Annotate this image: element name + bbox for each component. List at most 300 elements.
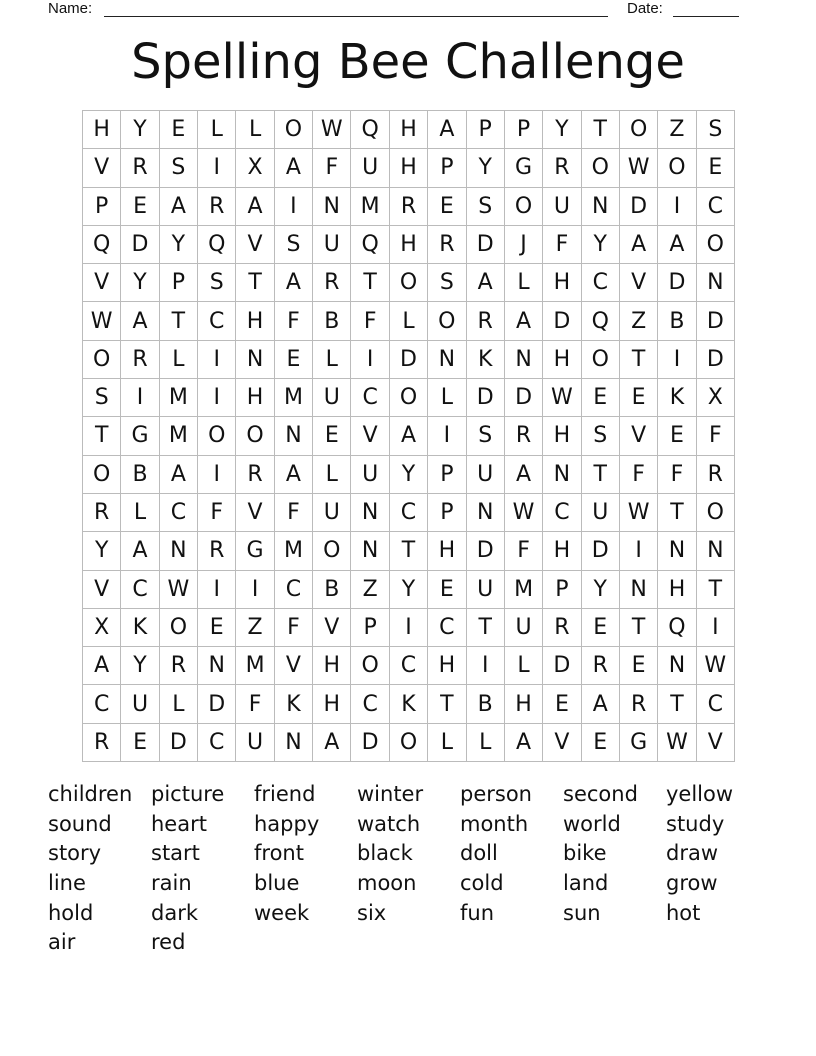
grid-cell[interactable]: O (390, 264, 428, 302)
grid-cell[interactable]: W (620, 149, 658, 187)
grid-cell[interactable]: L (505, 264, 543, 302)
grid-cell[interactable]: E (198, 609, 236, 647)
word-bank-item: dark (151, 900, 198, 925)
grid-cell[interactable]: U (467, 456, 505, 494)
grid-cell[interactable]: C (390, 647, 428, 685)
grid-cell[interactable]: V (697, 724, 735, 762)
grid-cell[interactable]: A (275, 456, 313, 494)
grid-cell[interactable]: I (428, 417, 466, 455)
word-bank-item: heart (151, 811, 207, 836)
grid-cell[interactable]: N (620, 571, 658, 609)
grid-cell[interactable]: A (121, 302, 159, 340)
grid-cell[interactable]: W (658, 724, 696, 762)
grid-cell[interactable]: I (658, 188, 696, 226)
grid-cell[interactable]: R (390, 188, 428, 226)
grid-cell[interactable]: A (467, 264, 505, 302)
grid-cell[interactable]: V (351, 417, 389, 455)
grid-cell[interactable]: A (658, 226, 696, 264)
grid-cell[interactable]: Y (390, 456, 428, 494)
grid-cell[interactable]: R (121, 149, 159, 187)
grid-cell[interactable]: D (697, 302, 735, 340)
grid-cell[interactable]: L (313, 341, 351, 379)
grid-cell[interactable]: S (467, 417, 505, 455)
grid-cell[interactable]: W (83, 302, 121, 340)
grid-cell[interactable]: D (467, 379, 505, 417)
grid-cell[interactable]: W (543, 379, 581, 417)
grid-cell[interactable]: Y (467, 149, 505, 187)
grid-cell[interactable]: M (275, 532, 313, 570)
grid-cell[interactable]: V (83, 571, 121, 609)
grid-cell[interactable]: F (658, 456, 696, 494)
grid-cell[interactable]: N (351, 494, 389, 532)
grid-cell[interactable]: C (198, 724, 236, 762)
grid-cell[interactable]: D (121, 226, 159, 264)
grid-cell[interactable]: E (582, 379, 620, 417)
grid-cell[interactable]: F (198, 494, 236, 532)
grid-cell[interactable]: P (543, 571, 581, 609)
grid-cell[interactable]: T (582, 111, 620, 149)
grid-cell[interactable]: Q (351, 226, 389, 264)
grid-cell[interactable]: U (313, 494, 351, 532)
word-bank-item: cold (460, 871, 504, 896)
grid-cell[interactable]: X (236, 149, 274, 187)
grid-cell[interactable]: H (505, 685, 543, 723)
grid-cell[interactable]: S (160, 149, 198, 187)
grid-cell[interactable]: V (313, 609, 351, 647)
grid-cell[interactable]: R (620, 685, 658, 723)
grid-cell[interactable]: C (582, 264, 620, 302)
grid-cell[interactable]: H (658, 571, 696, 609)
grid-cell[interactable]: D (620, 188, 658, 226)
grid-cell[interactable]: R (313, 264, 351, 302)
grid-cell[interactable]: V (543, 724, 581, 762)
grid-cell[interactable]: W (697, 647, 735, 685)
grid-cell[interactable]: F (275, 302, 313, 340)
grid-cell[interactable]: Y (582, 571, 620, 609)
grid-cell[interactable]: D (582, 532, 620, 570)
grid-cell[interactable]: A (121, 532, 159, 570)
grid-cell[interactable]: T (236, 264, 274, 302)
grid-cell[interactable]: L (160, 685, 198, 723)
grid-cell[interactable]: F (275, 609, 313, 647)
grid-cell[interactable]: X (83, 609, 121, 647)
grid-cell[interactable]: E (620, 379, 658, 417)
grid-cell[interactable]: O (428, 302, 466, 340)
grid-cell[interactable]: N (697, 264, 735, 302)
grid-cell[interactable]: V (275, 647, 313, 685)
grid-cell[interactable]: V (83, 264, 121, 302)
grid-cell[interactable]: F (543, 226, 581, 264)
grid-cell[interactable]: P (428, 494, 466, 532)
grid-cell[interactable]: E (121, 724, 159, 762)
grid-cell[interactable]: L (390, 302, 428, 340)
grid-cell[interactable]: M (275, 379, 313, 417)
grid-cell[interactable]: D (390, 341, 428, 379)
grid-cell[interactable]: F (313, 149, 351, 187)
grid-cell[interactable]: H (543, 341, 581, 379)
grid-cell[interactable]: G (121, 417, 159, 455)
grid-cell[interactable]: S (275, 226, 313, 264)
grid-cell[interactable]: U (467, 571, 505, 609)
grid-cell[interactable]: E (658, 417, 696, 455)
grid-cell[interactable]: B (467, 685, 505, 723)
grid-cell[interactable]: Z (658, 111, 696, 149)
grid-cell[interactable]: M (351, 188, 389, 226)
grid-cell[interactable]: Q (198, 226, 236, 264)
grid-cell[interactable]: I (236, 571, 274, 609)
grid-cell[interactable]: O (236, 417, 274, 455)
grid-cell[interactable]: I (198, 571, 236, 609)
grid-cell[interactable]: Z (620, 302, 658, 340)
grid-cell[interactable]: W (505, 494, 543, 532)
grid-cell[interactable]: T (620, 341, 658, 379)
grid-cell[interactable]: R (505, 417, 543, 455)
grid-cell[interactable]: A (160, 456, 198, 494)
grid-cell[interactable]: L (160, 341, 198, 379)
grid-cell[interactable]: T (351, 264, 389, 302)
grid-cell[interactable]: H (543, 532, 581, 570)
grid-cell[interactable]: N (313, 188, 351, 226)
grid-cell[interactable]: O (390, 724, 428, 762)
grid-cell[interactable]: U (351, 149, 389, 187)
grid-cell[interactable]: A (160, 188, 198, 226)
grid-cell[interactable]: L (313, 456, 351, 494)
grid-cell[interactable]: J (505, 226, 543, 264)
grid-cell[interactable]: L (467, 724, 505, 762)
grid-cell[interactable]: S (697, 111, 735, 149)
grid-cell[interactable]: T (658, 685, 696, 723)
grid-cell[interactable]: I (467, 647, 505, 685)
grid-cell[interactable]: W (160, 571, 198, 609)
grid-cell[interactable]: R (428, 226, 466, 264)
grid-cell[interactable]: H (428, 647, 466, 685)
grid-cell[interactable]: F (505, 532, 543, 570)
grid-cell[interactable]: H (543, 417, 581, 455)
grid-cell[interactable]: N (428, 341, 466, 379)
grid-cell[interactable]: F (236, 685, 274, 723)
grid-cell[interactable]: H (390, 111, 428, 149)
grid-cell[interactable]: F (351, 302, 389, 340)
grid-cell[interactable]: T (582, 456, 620, 494)
grid-cell[interactable]: R (582, 647, 620, 685)
grid-cell[interactable]: W (313, 111, 351, 149)
grid-cell[interactable]: A (313, 724, 351, 762)
grid-cell[interactable]: F (697, 417, 735, 455)
grid-cell[interactable]: U (313, 226, 351, 264)
grid-cell[interactable]: O (275, 111, 313, 149)
grid-cell[interactable]: O (582, 149, 620, 187)
grid-cell[interactable]: I (198, 149, 236, 187)
grid-cell[interactable]: C (697, 188, 735, 226)
grid-cell[interactable]: V (620, 264, 658, 302)
grid-cell[interactable]: Z (351, 571, 389, 609)
grid-cell[interactable]: L (121, 494, 159, 532)
grid-cell[interactable]: N (275, 724, 313, 762)
grid-cell[interactable]: R (543, 149, 581, 187)
grid-cell[interactable]: D (467, 226, 505, 264)
grid-cell[interactable]: O (83, 341, 121, 379)
grid-cell[interactable]: W (620, 494, 658, 532)
grid-cell[interactable]: A (428, 111, 466, 149)
grid-cell[interactable]: N (160, 532, 198, 570)
grid-cell[interactable]: M (160, 417, 198, 455)
grid-cell[interactable]: H (236, 379, 274, 417)
grid-cell[interactable]: G (505, 149, 543, 187)
grid-cell[interactable]: O (160, 609, 198, 647)
grid-cell[interactable]: U (121, 685, 159, 723)
grid-cell[interactable]: D (467, 532, 505, 570)
grid-cell[interactable]: L (198, 111, 236, 149)
grid-cell[interactable]: C (390, 494, 428, 532)
grid-cell[interactable]: C (697, 685, 735, 723)
grid-cell[interactable]: B (313, 302, 351, 340)
grid-cell[interactable]: O (620, 111, 658, 149)
grid-cell[interactable]: T (428, 685, 466, 723)
grid-cell[interactable]: D (505, 379, 543, 417)
grid-cell[interactable]: O (390, 379, 428, 417)
grid-cell[interactable]: N (236, 341, 274, 379)
grid-cell[interactable]: U (543, 188, 581, 226)
grid-cell[interactable]: Y (121, 111, 159, 149)
grid-cell[interactable]: G (620, 724, 658, 762)
grid-cell[interactable]: A (505, 302, 543, 340)
grid-cell[interactable]: R (198, 188, 236, 226)
grid-cell[interactable]: U (351, 456, 389, 494)
grid-cell[interactable]: P (428, 456, 466, 494)
grid-cell[interactable]: I (198, 341, 236, 379)
grid-cell[interactable]: X (697, 379, 735, 417)
grid-cell[interactable]: N (505, 341, 543, 379)
grid-cell[interactable]: P (160, 264, 198, 302)
grid-cell[interactable]: E (428, 188, 466, 226)
grid-cell[interactable]: B (121, 456, 159, 494)
grid-cell[interactable]: O (582, 341, 620, 379)
grid-cell[interactable]: S (582, 417, 620, 455)
grid-cell[interactable]: O (658, 149, 696, 187)
grid-cell[interactable]: N (658, 532, 696, 570)
grid-cell[interactable]: N (697, 532, 735, 570)
grid-cell[interactable]: L (428, 724, 466, 762)
grid-cell[interactable]: H (390, 149, 428, 187)
grid-cell[interactable]: N (275, 417, 313, 455)
grid-cell[interactable]: A (390, 417, 428, 455)
grid-cell[interactable]: U (236, 724, 274, 762)
grid-cell[interactable]: Y (582, 226, 620, 264)
grid-cell[interactable]: N (467, 494, 505, 532)
grid-cell[interactable]: N (658, 647, 696, 685)
grid-cell[interactable]: P (83, 188, 121, 226)
grid-cell[interactable]: C (160, 494, 198, 532)
grid-cell[interactable]: C (83, 685, 121, 723)
grid-cell[interactable]: T (467, 609, 505, 647)
grid-cell[interactable]: O (351, 647, 389, 685)
grid-cell[interactable]: E (543, 685, 581, 723)
grid-cell[interactable]: C (428, 609, 466, 647)
grid-cell[interactable]: K (121, 609, 159, 647)
grid-cell[interactable]: K (390, 685, 428, 723)
grid-cell[interactable]: H (313, 685, 351, 723)
grid-cell[interactable]: C (351, 379, 389, 417)
grid-cell[interactable]: G (236, 532, 274, 570)
grid-cell[interactable]: M (160, 379, 198, 417)
grid-cell[interactable]: B (658, 302, 696, 340)
grid-cell[interactable]: U (313, 379, 351, 417)
grid-cell[interactable]: R (83, 724, 121, 762)
grid-cell[interactable]: A (83, 647, 121, 685)
grid-cell[interactable]: R (467, 302, 505, 340)
grid-cell[interactable]: A (505, 724, 543, 762)
grid-cell[interactable]: Y (390, 571, 428, 609)
grid-cell[interactable]: H (83, 111, 121, 149)
grid-cell[interactable]: Z (236, 609, 274, 647)
grid-cell[interactable]: H (428, 532, 466, 570)
grid-cell[interactable]: Q (351, 111, 389, 149)
grid-cell[interactable]: M (236, 647, 274, 685)
grid-cell[interactable]: B (313, 571, 351, 609)
grid-cell[interactable]: V (236, 494, 274, 532)
grid-cell[interactable]: P (467, 111, 505, 149)
grid-cell[interactable]: U (505, 609, 543, 647)
grid-cell[interactable]: N (582, 188, 620, 226)
grid-cell[interactable]: I (351, 341, 389, 379)
grid-cell[interactable]: K (275, 685, 313, 723)
grid-cell[interactable]: I (658, 341, 696, 379)
grid-cell[interactable]: E (582, 724, 620, 762)
grid-cell[interactable]: C (275, 571, 313, 609)
grid-cell[interactable]: Q (83, 226, 121, 264)
grid-cell[interactable]: V (83, 149, 121, 187)
grid-cell[interactable]: Y (121, 264, 159, 302)
grid-cell[interactable]: L (428, 379, 466, 417)
grid-cell[interactable]: A (275, 149, 313, 187)
grid-cell[interactable]: I (620, 532, 658, 570)
grid-cell[interactable]: D (543, 302, 581, 340)
grid-cell[interactable]: M (505, 571, 543, 609)
grid-cell[interactable]: O (198, 417, 236, 455)
grid-cell[interactable]: C (351, 685, 389, 723)
grid-cell[interactable]: I (275, 188, 313, 226)
grid-cell[interactable]: P (428, 149, 466, 187)
grid-cell[interactable]: R (121, 341, 159, 379)
grid-cell[interactable]: Q (658, 609, 696, 647)
grid-cell[interactable]: P (505, 111, 543, 149)
grid-cell[interactable]: A (505, 456, 543, 494)
grid-cell[interactable]: U (582, 494, 620, 532)
grid-cell[interactable]: T (390, 532, 428, 570)
grid-cell[interactable]: O (313, 532, 351, 570)
grid-cell[interactable]: E (697, 149, 735, 187)
grid-cell[interactable]: H (313, 647, 351, 685)
grid-cell[interactable]: A (236, 188, 274, 226)
grid-cell[interactable]: F (620, 456, 658, 494)
grid-cell[interactable]: I (697, 609, 735, 647)
grid-cell[interactable]: O (697, 494, 735, 532)
grid-cell[interactable]: R (198, 532, 236, 570)
grid-cell[interactable]: N (543, 456, 581, 494)
grid-cell[interactable]: H (543, 264, 581, 302)
grid-cell[interactable]: C (543, 494, 581, 532)
grid-cell[interactable]: O (83, 456, 121, 494)
grid-cell[interactable]: O (697, 226, 735, 264)
grid-cell[interactable]: E (582, 609, 620, 647)
grid-cell[interactable]: A (275, 264, 313, 302)
grid-cell[interactable]: T (160, 302, 198, 340)
grid-cell[interactable]: S (83, 379, 121, 417)
grid-cell[interactable]: S (467, 188, 505, 226)
grid-cell[interactable]: A (620, 226, 658, 264)
grid-cell[interactable]: H (236, 302, 274, 340)
grid-cell[interactable]: K (658, 379, 696, 417)
word-bank-item: rain (151, 871, 192, 896)
grid-cell[interactable]: T (697, 571, 735, 609)
grid-cell[interactable]: I (390, 609, 428, 647)
grid-cell[interactable]: A (582, 685, 620, 723)
grid-cell[interactable]: H (390, 226, 428, 264)
grid-cell[interactable]: I (121, 379, 159, 417)
grid-cell[interactable]: T (620, 609, 658, 647)
grid-cell[interactable]: V (236, 226, 274, 264)
grid-cell[interactable]: E (313, 417, 351, 455)
word-bank-item: yellow (666, 782, 734, 806)
grid-cell[interactable]: D (697, 341, 735, 379)
grid-cell[interactable]: D (198, 685, 236, 723)
word-search-grid (82, 110, 735, 762)
grid-cell[interactable]: F (275, 494, 313, 532)
grid-cell[interactable]: E (428, 571, 466, 609)
grid-cell[interactable]: S (198, 264, 236, 302)
grid-cell[interactable]: E (620, 647, 658, 685)
grid-cell[interactable]: Y (121, 647, 159, 685)
grid-cell[interactable]: C (121, 571, 159, 609)
grid-cell[interactable]: C (198, 302, 236, 340)
grid-cell[interactable]: Q (582, 302, 620, 340)
grid-cell[interactable]: E (275, 341, 313, 379)
grid-cell[interactable]: R (543, 609, 581, 647)
grid-cell[interactable]: D (160, 724, 198, 762)
grid-cell[interactable]: S (428, 264, 466, 302)
grid-cell[interactable]: R (160, 647, 198, 685)
grid-cell[interactable]: E (160, 111, 198, 149)
grid-cell[interactable]: L (505, 647, 543, 685)
grid-cell[interactable]: D (543, 647, 581, 685)
date-blank-line[interactable] (673, 16, 739, 17)
grid-cell[interactable]: D (658, 264, 696, 302)
grid-cell[interactable]: Y (160, 226, 198, 264)
grid-cell[interactable]: O (505, 188, 543, 226)
word-bank-item: winter (357, 782, 424, 806)
grid-cell[interactable]: Y (83, 532, 121, 570)
word-bank-item: world (563, 811, 621, 836)
grid-cell[interactable]: P (351, 609, 389, 647)
name-blank-line[interactable] (104, 16, 608, 17)
grid-cell[interactable]: I (198, 379, 236, 417)
grid-cell[interactable]: R (697, 456, 735, 494)
grid-cell[interactable]: N (198, 647, 236, 685)
grid-cell[interactable]: Y (543, 111, 581, 149)
grid-cell[interactable]: I (198, 456, 236, 494)
grid-cell[interactable]: R (83, 494, 121, 532)
word-bank-item: story (48, 841, 102, 866)
grid-cell[interactable]: V (620, 417, 658, 455)
grid-cell[interactable]: T (658, 494, 696, 532)
grid-cell[interactable]: N (351, 532, 389, 570)
grid-cell[interactable]: E (121, 188, 159, 226)
grid-cell[interactable]: D (351, 724, 389, 762)
grid-cell[interactable]: T (83, 417, 121, 455)
grid-cell[interactable]: R (236, 456, 274, 494)
grid-cell[interactable]: L (236, 111, 274, 149)
grid-cell[interactable]: K (467, 341, 505, 379)
